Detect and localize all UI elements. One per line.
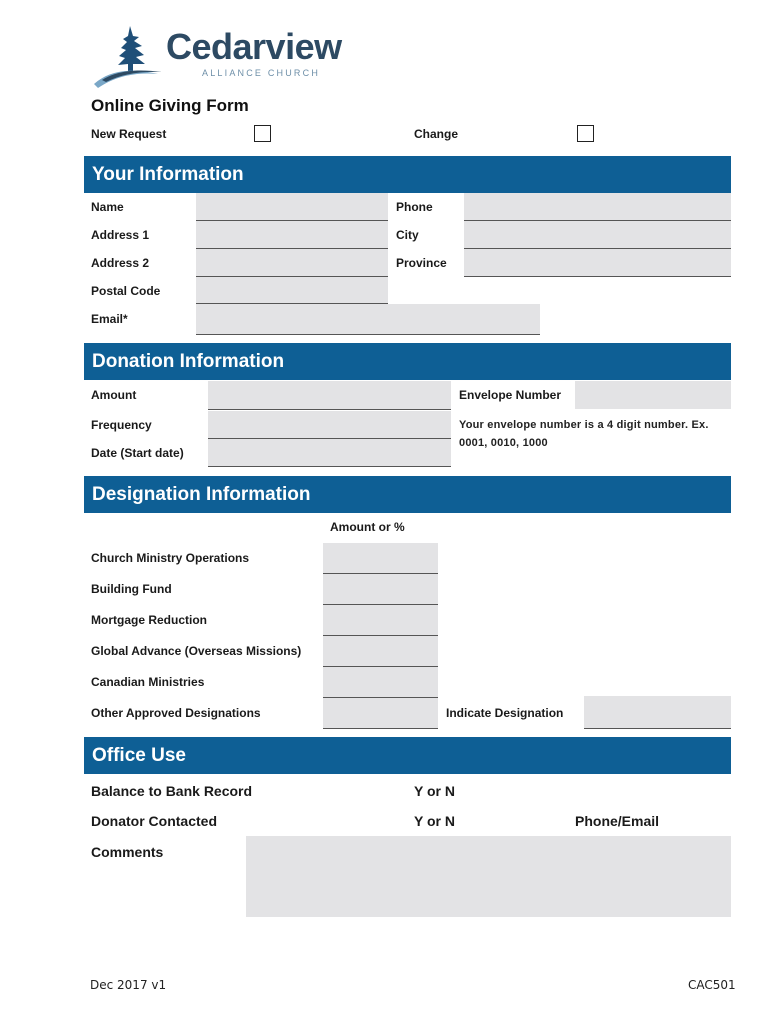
phone-label: Phone — [396, 200, 433, 214]
address1-field[interactable] — [196, 221, 388, 249]
city-field[interactable] — [464, 221, 731, 249]
designation-information-header — [84, 476, 731, 513]
name-label: Name — [91, 200, 124, 214]
amount-label: Amount — [91, 388, 137, 402]
email-label: Email* — [91, 312, 128, 326]
amount-field[interactable] — [208, 381, 451, 410]
comments-label: Comments — [91, 844, 164, 860]
footer-code: CAC501 — [688, 978, 736, 992]
email-field[interactable] — [196, 304, 540, 335]
address2-field[interactable] — [196, 249, 388, 277]
designation-item-canadian: Canadian Ministries — [91, 675, 205, 689]
form-title: Online Giving Form — [91, 96, 249, 115]
indicate-designation-label: Indicate Designation — [446, 706, 564, 720]
balance-yn: Y or N — [414, 783, 455, 799]
phone-email-label: Phone/Email — [575, 813, 660, 829]
envelope-number-field[interactable] — [575, 381, 731, 409]
donation-information-title: Donation Information — [92, 351, 285, 372]
designation-item-building-fund: Building Fund — [91, 582, 172, 596]
indicate-designation-field[interactable] — [584, 696, 731, 729]
donator-yn: Y or N — [414, 813, 455, 829]
frequency-field[interactable] — [208, 411, 451, 439]
designation-item-church-ministry: Church Ministry Operations — [91, 551, 250, 565]
address1-label: Address 1 — [91, 228, 150, 242]
global-advance-amount-field[interactable] — [323, 636, 438, 667]
your-information-title: Your Information — [92, 164, 244, 185]
footer-version: Dec 2017 v1 — [90, 978, 167, 992]
phone-field[interactable] — [464, 193, 731, 221]
designation-item-mortgage: Mortgage Reduction — [91, 613, 207, 627]
province-field[interactable] — [464, 249, 731, 277]
amount-percent-header: Amount or % — [330, 520, 405, 534]
donation-information-header — [84, 343, 731, 380]
comments-field[interactable] — [246, 836, 731, 917]
date-start-label: Date (Start date) — [91, 446, 184, 460]
designation-information-title: Designation Information — [92, 484, 311, 505]
mortgage-amount-field[interactable] — [323, 605, 438, 636]
canadian-amount-field[interactable] — [323, 667, 438, 698]
logo-subtitle: ALLIANCE CHURCH — [202, 68, 321, 78]
envelope-note: Your envelope number is a 4 digit number. Ex. 0001, 0010, 1000 — [459, 419, 709, 449]
envelope-number-label: Envelope Number — [459, 388, 562, 402]
change-checkbox[interactable] — [577, 125, 594, 142]
postal-code-label: Postal Code — [91, 284, 161, 298]
city-label: City — [396, 228, 419, 242]
province-label: Province — [396, 256, 447, 270]
new-request-label: New Request — [91, 127, 167, 141]
frequency-label: Frequency — [91, 418, 152, 432]
designation-item-other: Other Approved Designations — [91, 706, 261, 720]
building-fund-amount-field[interactable] — [323, 574, 438, 605]
balance-label: Balance to Bank Record — [91, 783, 253, 799]
date-start-field[interactable] — [208, 439, 451, 467]
cedar-tree-icon — [92, 22, 162, 90]
postal-code-field[interactable] — [196, 277, 388, 304]
other-amount-field[interactable] — [323, 698, 438, 729]
change-label: Change — [414, 127, 459, 141]
logo-name: Cedarview — [166, 26, 342, 67]
donator-contacted-label: Donator Contacted — [91, 813, 217, 829]
office-use-title: Office Use — [92, 745, 186, 766]
church-ministry-amount-field[interactable] — [323, 543, 438, 574]
new-request-checkbox[interactable] — [254, 125, 271, 142]
name-field[interactable] — [196, 193, 388, 221]
address2-label: Address 2 — [91, 256, 150, 270]
designation-item-global-advance: Global Advance (Overseas Missions) — [91, 644, 302, 658]
office-use-header — [84, 737, 731, 774]
church-logo — [92, 22, 352, 90]
your-information-header — [84, 156, 731, 193]
